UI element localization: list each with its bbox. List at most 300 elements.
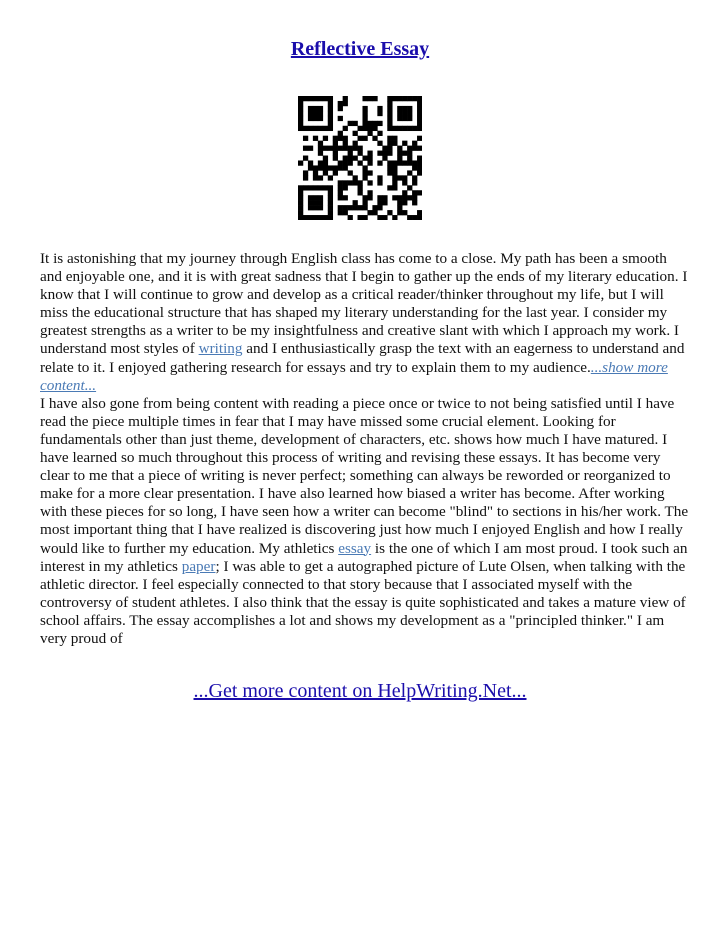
qr-module — [313, 170, 318, 175]
qr-module — [417, 116, 422, 121]
qr-module — [318, 200, 323, 205]
qr-module — [348, 180, 353, 185]
qr-module — [397, 116, 402, 121]
qr-module — [397, 200, 402, 205]
qr-module — [412, 146, 417, 151]
qr-module — [298, 106, 303, 111]
qr-module — [323, 146, 328, 151]
qr-module — [377, 160, 382, 165]
qr-module — [412, 141, 417, 146]
qr-module — [392, 175, 397, 180]
essay-body — [40, 250, 690, 648]
qr-module — [372, 96, 377, 101]
qr-module — [417, 165, 422, 170]
qr-module — [343, 136, 348, 141]
paragraph-2-part-1: I have also gone from being content with reading a piece once or twice to not being satisfied until I have read the piece multiple times in fear that I may have missed some crucial element. Looking for fundamentals other than just theme, development of characters, etc. shows how much I have matured. I have learned so much throughout this process of writing and revising these essays. It has become very clear to me that a piece of writing is never perfect; something can always be reworded or reorganized to make for a more clear presentation. I have also learned how biased a writer has become. After working with these pieces for so long, I have seen how a writer can become "blind" to sections in his/her work. The most important thing that I have realized is discovering just how much I enjoyed English and how I really would like to further my education. My athletics — [40, 394, 689, 557]
qr-module — [387, 126, 392, 131]
qr-module — [397, 205, 402, 210]
qr-module — [343, 146, 348, 151]
qr-module — [353, 200, 358, 205]
qr-module — [318, 195, 323, 200]
qr-module — [407, 146, 412, 151]
qr-module — [298, 160, 303, 165]
qr-module — [382, 200, 387, 205]
qr-module — [303, 126, 308, 131]
qr-module — [377, 141, 382, 146]
qr-module — [313, 195, 318, 200]
qr-module — [382, 146, 387, 151]
qr-module — [348, 146, 353, 151]
qr-module — [387, 96, 392, 101]
qr-module — [377, 175, 382, 180]
qr-module — [323, 136, 328, 141]
qr-module — [367, 131, 372, 136]
qr-module — [328, 126, 333, 131]
page-title[interactable]: Reflective Essay — [290, 38, 430, 60]
qr-module — [377, 205, 382, 210]
qr-code-icon — [298, 96, 422, 220]
qr-module — [313, 106, 318, 111]
qr-module — [303, 170, 308, 175]
qr-module — [372, 136, 377, 141]
qr-module — [417, 160, 422, 165]
qr-module — [313, 200, 318, 205]
qr-module — [338, 195, 343, 200]
qr-module — [343, 156, 348, 161]
qr-module — [382, 156, 387, 161]
qr-module — [338, 136, 343, 141]
qr-module — [392, 141, 397, 146]
qr-module — [387, 185, 392, 190]
qr-module — [353, 146, 358, 151]
qr-module — [348, 205, 353, 210]
qr-module — [348, 156, 353, 161]
qr-module — [338, 210, 343, 215]
qr-module — [402, 111, 407, 116]
qr-module — [392, 170, 397, 175]
qr-module — [392, 185, 397, 190]
qr-module — [387, 136, 392, 141]
qr-module — [412, 165, 417, 170]
qr-module — [328, 215, 333, 220]
qr-module — [348, 160, 353, 165]
qr-module — [387, 210, 392, 215]
qr-module — [417, 146, 422, 151]
qr-module — [308, 146, 313, 151]
qr-module — [397, 160, 402, 165]
qr-module — [323, 96, 328, 101]
qr-module — [358, 136, 363, 141]
qr-module — [338, 185, 343, 190]
qr-module — [362, 116, 367, 121]
qr-module — [338, 160, 343, 165]
qr-module — [298, 205, 303, 210]
qr-module — [392, 126, 397, 131]
qr-module — [328, 96, 333, 101]
qr-module — [333, 165, 338, 170]
qr-module — [412, 175, 417, 180]
qr-module — [298, 215, 303, 220]
qr-module — [318, 96, 323, 101]
qr-module — [407, 151, 412, 156]
qr-module — [328, 205, 333, 210]
qr-module — [328, 175, 333, 180]
qr-module — [298, 96, 303, 101]
qr-module — [338, 116, 343, 121]
qr-module — [358, 151, 363, 156]
qr-module — [367, 126, 372, 131]
qr-module — [372, 210, 377, 215]
qr-module — [417, 210, 422, 215]
qr-module — [298, 195, 303, 200]
qr-module — [343, 185, 348, 190]
qr-module — [318, 151, 323, 156]
qr-module — [362, 111, 367, 116]
qr-module — [353, 156, 358, 161]
qr-module — [397, 126, 402, 131]
qr-module — [407, 215, 412, 220]
qr-module — [313, 126, 318, 131]
qr-module — [318, 106, 323, 111]
qr-module — [333, 136, 338, 141]
qr-module — [358, 160, 363, 165]
qr-module — [303, 96, 308, 101]
qr-module — [382, 215, 387, 220]
qr-module — [377, 111, 382, 116]
qr-module — [377, 215, 382, 220]
qr-module — [318, 215, 323, 220]
qr-module — [308, 126, 313, 131]
cta-container — [0, 680, 720, 703]
qr-module — [387, 121, 392, 126]
qr-module — [298, 210, 303, 215]
qr-module — [402, 210, 407, 215]
qr-module — [417, 106, 422, 111]
qr-module — [392, 136, 397, 141]
qr-module — [392, 160, 397, 165]
qr-module — [298, 121, 303, 126]
qr-module — [303, 215, 308, 220]
qr-module — [397, 175, 402, 180]
qr-module — [343, 180, 348, 185]
qr-module — [412, 190, 417, 195]
qr-module — [402, 200, 407, 205]
qr-module — [343, 165, 348, 170]
qr-module — [348, 170, 353, 175]
qr-module — [367, 151, 372, 156]
qr-module — [412, 200, 417, 205]
qr-module — [397, 195, 402, 200]
qr-module — [318, 126, 323, 131]
qr-module — [343, 195, 348, 200]
qr-module — [358, 205, 363, 210]
qr-module — [362, 215, 367, 220]
qr-module — [323, 165, 328, 170]
qr-module — [318, 185, 323, 190]
qr-module — [387, 170, 392, 175]
qr-module — [412, 180, 417, 185]
qr-module — [308, 160, 313, 165]
qr-module — [328, 106, 333, 111]
qr-module — [367, 190, 372, 195]
writing-link[interactable]: writing — [198, 340, 243, 358]
qr-module — [367, 170, 372, 175]
qr-module — [338, 165, 343, 170]
qr-module — [308, 185, 313, 190]
qr-module — [402, 190, 407, 195]
qr-module — [338, 205, 343, 210]
qr-module — [417, 101, 422, 106]
qr-module — [387, 116, 392, 121]
qr-module — [308, 111, 313, 116]
qr-module — [407, 160, 412, 165]
get-more-content-link[interactable]: ...Get more content on HelpWriting.Net... — [193, 680, 527, 702]
qr-module — [338, 180, 343, 185]
qr-module — [343, 205, 348, 210]
qr-module — [353, 141, 358, 146]
qr-module — [318, 146, 323, 151]
qr-module — [362, 200, 367, 205]
qr-module — [328, 165, 333, 170]
qr-module — [308, 200, 313, 205]
qr-module — [348, 121, 353, 126]
qr-module — [407, 156, 412, 161]
qr-module — [402, 116, 407, 121]
qr-module — [353, 131, 358, 136]
qr-module — [417, 126, 422, 131]
qr-module — [328, 190, 333, 195]
qr-module — [358, 146, 363, 151]
qr-module — [407, 116, 412, 121]
qr-module — [298, 185, 303, 190]
qr-module — [397, 96, 402, 101]
qr-module — [313, 165, 318, 170]
qr-module — [343, 126, 348, 131]
qr-module — [402, 96, 407, 101]
qr-module — [397, 106, 402, 111]
qr-module — [417, 111, 422, 116]
qr-module — [313, 116, 318, 121]
qr-module — [372, 205, 377, 210]
qr-module — [343, 96, 348, 101]
paragraph-1-text: It is astonishing that my journey through English class has come to a close. My path has been a smooth and enjoyable one, and it is with great sadness that I begin to gather up the ends of my literary education. I know that I will continue to grow and develop as a critical reader/thinker throughout my life, but I will miss the educational structure that has shaped my literary understanding for the last year. I consider my greatest strengths as a writer to be my insightfulness and creative slant with which I approach my work. I understand most styles of — [40, 250, 688, 358]
qr-module — [323, 215, 328, 220]
qr-module — [313, 175, 318, 180]
qr-module — [328, 200, 333, 205]
qr-module — [382, 151, 387, 156]
qr-module — [392, 215, 397, 220]
qr-module — [323, 185, 328, 190]
qr-module — [397, 146, 402, 151]
qr-module — [362, 121, 367, 126]
qr-module — [362, 96, 367, 101]
qr-module — [362, 126, 367, 131]
qr-module — [362, 195, 367, 200]
qr-module — [387, 101, 392, 106]
qr-module — [387, 151, 392, 156]
qr-module — [353, 180, 358, 185]
qr-module — [318, 205, 323, 210]
qr-module — [402, 151, 407, 156]
qr-module — [323, 160, 328, 165]
qr-module — [387, 111, 392, 116]
qr-module — [303, 146, 308, 151]
qr-module — [377, 121, 382, 126]
qr-module — [407, 96, 412, 101]
qr-module — [333, 146, 338, 151]
qr-module — [367, 210, 372, 215]
qr-module — [402, 180, 407, 185]
qr-module — [333, 141, 338, 146]
qr-module — [407, 185, 412, 190]
qr-module — [318, 165, 323, 170]
qr-module — [318, 175, 323, 180]
qr-module — [417, 215, 422, 220]
qr-module — [298, 126, 303, 131]
qr-module — [402, 126, 407, 131]
qr-module — [397, 111, 402, 116]
qr-module — [298, 200, 303, 205]
qr-module — [392, 165, 397, 170]
qr-module — [303, 156, 308, 161]
qr-module — [367, 96, 372, 101]
qr-module — [397, 156, 402, 161]
qr-module — [367, 156, 372, 161]
qr-module — [402, 160, 407, 165]
qr-module — [353, 121, 358, 126]
qr-module — [313, 205, 318, 210]
qr-module — [407, 170, 412, 175]
qr-module — [328, 210, 333, 215]
qr-module — [328, 116, 333, 121]
qr-module — [372, 121, 377, 126]
qr-module — [308, 96, 313, 101]
qr-code-graphic — [298, 96, 422, 220]
qr-module — [313, 111, 318, 116]
qr-module — [387, 160, 392, 165]
qr-module — [308, 205, 313, 210]
qr-module — [412, 126, 417, 131]
qr-module — [382, 195, 387, 200]
qr-module — [377, 131, 382, 136]
qr-module — [402, 175, 407, 180]
qr-module — [298, 111, 303, 116]
qr-module — [367, 160, 372, 165]
qr-module — [402, 141, 407, 146]
qr-module — [308, 116, 313, 121]
qr-module — [298, 101, 303, 106]
essay-link[interactable]: essay — [338, 539, 372, 557]
qr-module — [387, 146, 392, 151]
qr-module — [367, 121, 372, 126]
qr-module — [318, 141, 323, 146]
qr-module — [313, 96, 318, 101]
qr-module — [358, 215, 363, 220]
title-container — [0, 38, 720, 61]
qr-module — [353, 205, 358, 210]
paper-link[interactable]: paper — [181, 557, 216, 575]
qr-module — [358, 180, 363, 185]
qr-module — [333, 170, 338, 175]
qr-module — [402, 195, 407, 200]
qr-module — [343, 101, 348, 106]
qr-module — [308, 165, 313, 170]
qr-module — [417, 190, 422, 195]
qr-module — [343, 210, 348, 215]
qr-module — [358, 190, 363, 195]
qr-module — [318, 111, 323, 116]
qr-module — [407, 195, 412, 200]
paragraph-2-part-2: is the one of which I am most proud. I took such an interest in my athletics — [40, 539, 688, 575]
qr-module — [377, 180, 382, 185]
qr-module — [318, 116, 323, 121]
qr-module — [338, 101, 343, 106]
qr-module — [298, 116, 303, 121]
qr-module — [377, 195, 382, 200]
qr-module — [303, 175, 308, 180]
qr-module — [298, 190, 303, 195]
qr-module — [328, 185, 333, 190]
qr-module — [407, 111, 412, 116]
qr-module — [362, 165, 367, 170]
qr-module — [343, 141, 348, 146]
qr-module — [333, 151, 338, 156]
qr-module — [328, 111, 333, 116]
qr-module — [362, 175, 367, 180]
qr-module — [362, 205, 367, 210]
qr-module — [338, 146, 343, 151]
qr-module — [308, 215, 313, 220]
qr-module — [377, 200, 382, 205]
qr-module — [328, 121, 333, 126]
qr-module — [328, 195, 333, 200]
qr-module — [412, 195, 417, 200]
qr-module — [397, 210, 402, 215]
qr-module — [377, 106, 382, 111]
qr-module — [348, 215, 353, 220]
qr-module — [362, 170, 367, 175]
qr-module — [348, 151, 353, 156]
qr-module — [367, 195, 372, 200]
show-more-link[interactable]: ...show more content... — [40, 358, 668, 394]
qr-module — [417, 96, 422, 101]
qr-module — [397, 151, 402, 156]
qr-module — [412, 160, 417, 165]
qr-module — [303, 136, 308, 141]
qr-module — [407, 126, 412, 131]
qr-module — [387, 106, 392, 111]
qr-module — [338, 190, 343, 195]
qr-module — [417, 156, 422, 161]
qr-module — [417, 136, 422, 141]
qr-module — [308, 106, 313, 111]
qr-module — [362, 136, 367, 141]
paragraph-1-continued: and I enthusiastically grasp the text with an eagerness to understand and relate to it. I enjoyed gathering research for essays and try to explain them to my audience. — [40, 340, 685, 376]
qr-module — [362, 106, 367, 111]
qr-module — [412, 96, 417, 101]
qr-module — [407, 106, 412, 111]
qr-module — [412, 215, 417, 220]
qr-module — [392, 195, 397, 200]
paragraph-2-part-3: ; I was able to get a autographed picture of Lute Olsen, when talking with the athletic director. I feel especially connected to that story because that I associated myself with the controversy of student athletes. I also think that the essay is quite sophisticated and takes a mature view of school affairs. The essay accomplishes a lot and shows my development as a "principled thinker." I am very proud of — [40, 557, 686, 647]
qr-module — [328, 101, 333, 106]
qr-module — [362, 156, 367, 161]
qr-module — [338, 106, 343, 111]
qr-module — [387, 165, 392, 170]
qr-module — [417, 170, 422, 175]
qr-module — [323, 170, 328, 175]
qr-module — [417, 121, 422, 126]
